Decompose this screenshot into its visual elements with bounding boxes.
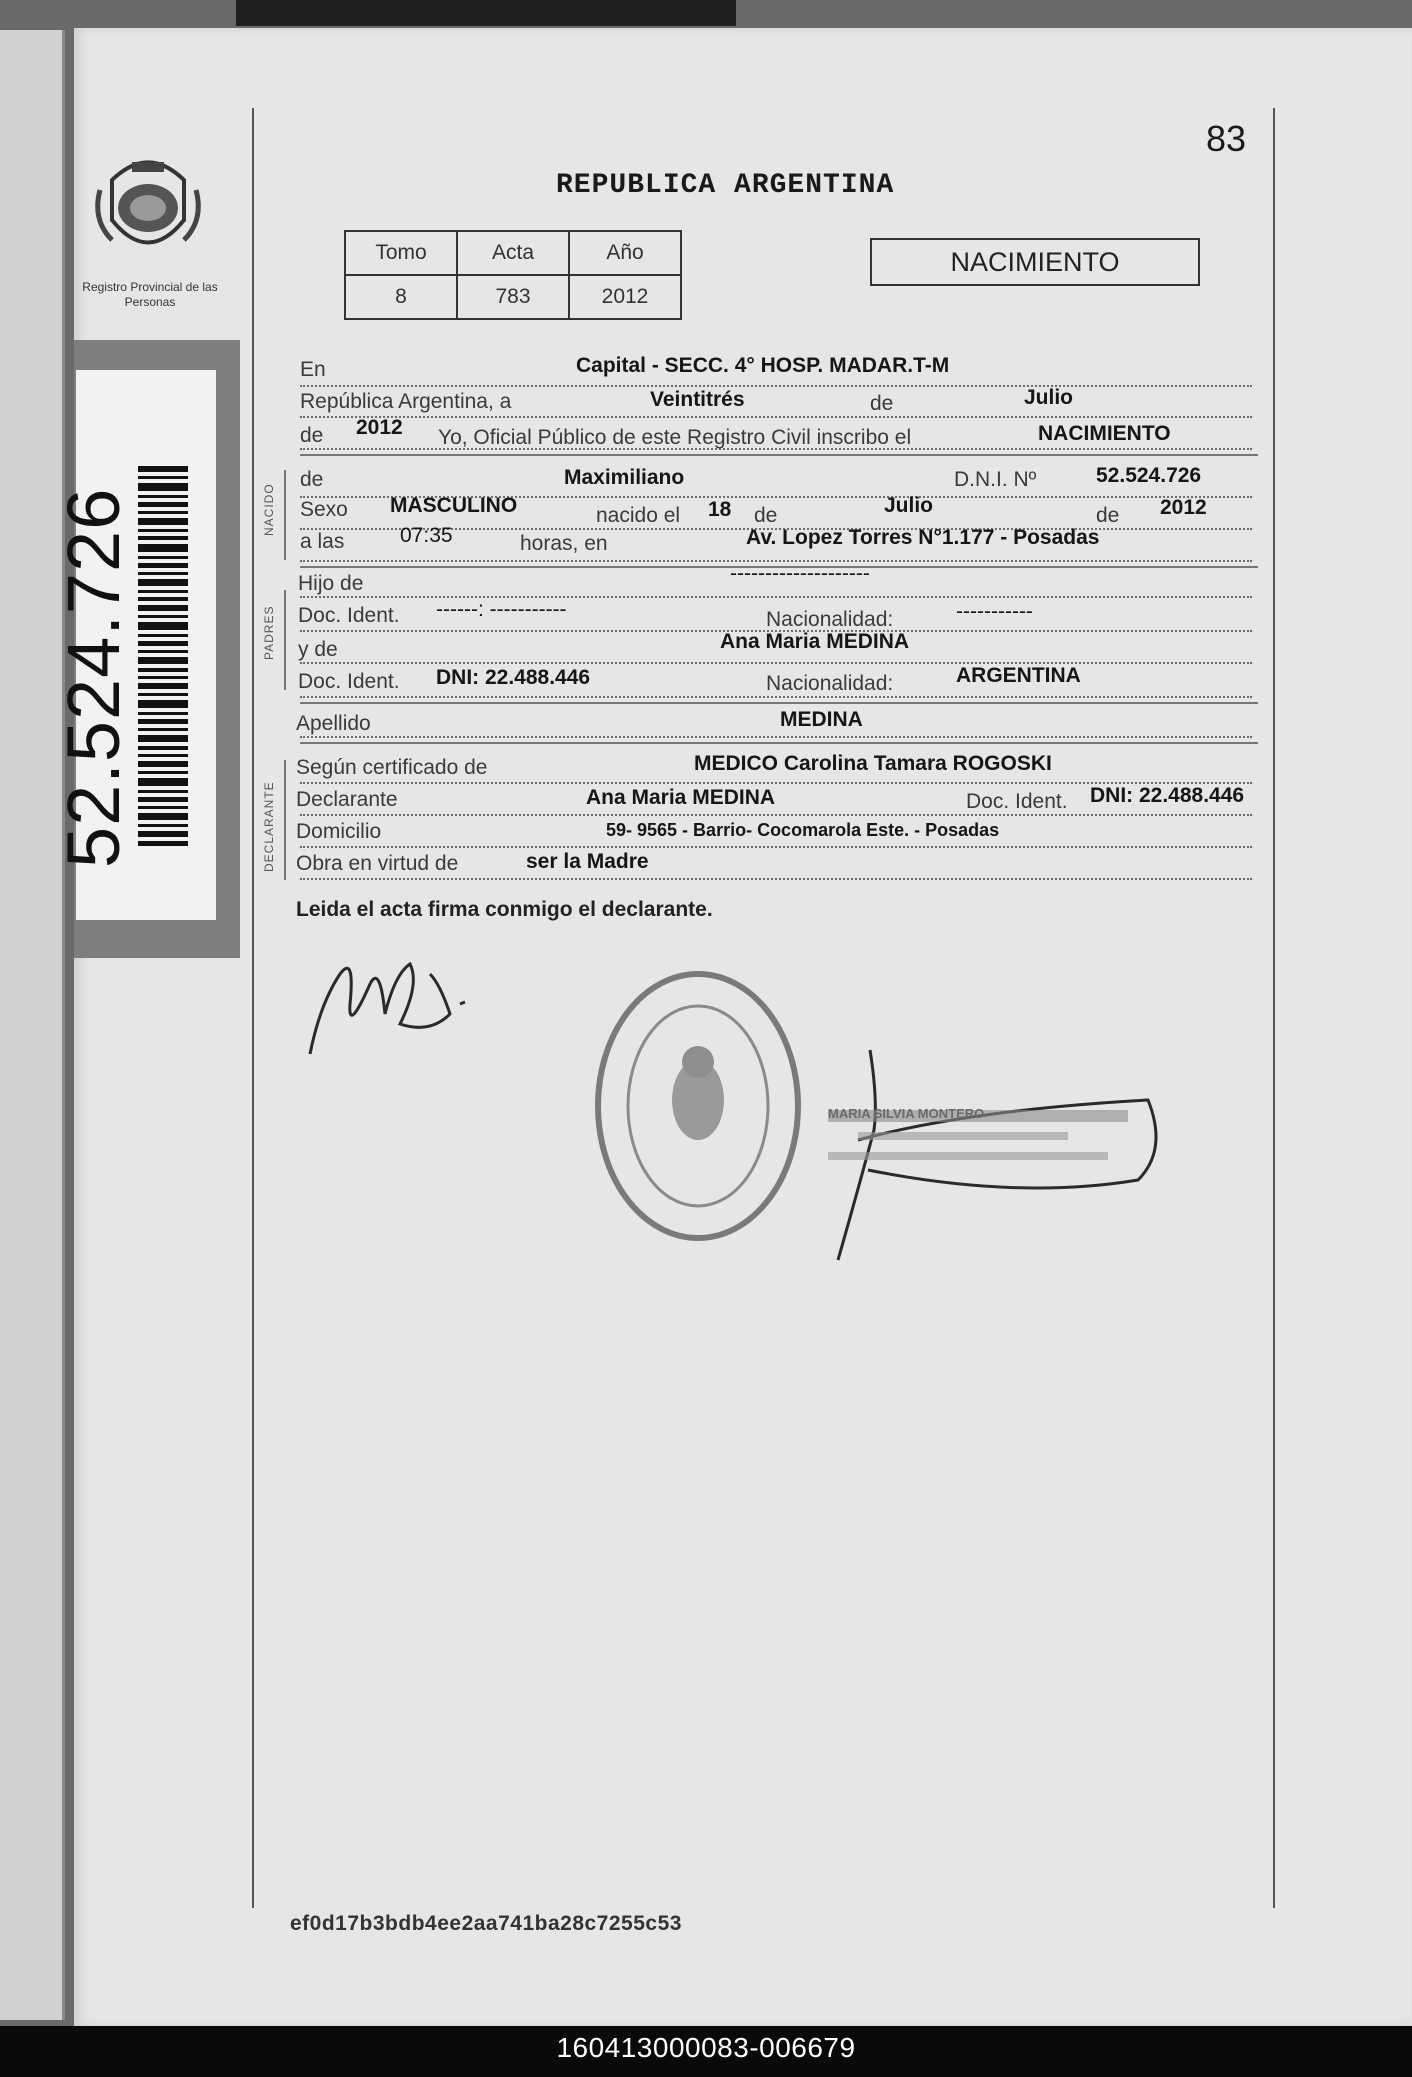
value-mother-nationality: ARGENTINA — [956, 664, 1081, 687]
value-sex: MASCULINO — [390, 494, 518, 517]
document-hash: ef0d17b3bdb4ee2aa741ba28c7255c53 — [290, 1912, 682, 1935]
label-doc-ident-father: Doc. Ident. — [298, 604, 400, 627]
label-nacionalidad-mother: Nacionalidad: — [766, 672, 894, 695]
label-declarante: Declarante — [296, 788, 398, 811]
value-child-name: Maximiliano — [564, 466, 685, 489]
value-declarante-doc: DNI: 22.488.446 — [1090, 784, 1245, 807]
value-child-dni: 52.524.726 — [1096, 464, 1202, 487]
page-margin-rule-left — [252, 108, 254, 1908]
value-certificate: MEDICO Carolina Tamara ROGOSKI — [694, 752, 1052, 775]
label-domicilio: Domicilio — [296, 820, 382, 843]
divider-1 — [300, 454, 1258, 456]
section-rule-declarante — [284, 760, 286, 880]
label-de-year-birth: de — [1096, 504, 1120, 527]
declarant-signature-icon — [300, 944, 490, 1064]
value-obra: ser la Madre — [526, 850, 649, 873]
ref-header-tomo: Tomo — [345, 231, 457, 275]
ref-header-acta: Acta — [457, 231, 569, 275]
value-birth-day: 18 — [708, 498, 732, 521]
value-father: -------------------- — [730, 562, 870, 585]
closing-statement: Leida el acta firma conmigo el declarante. — [296, 898, 713, 921]
document-title: REPUBLICA ARGENTINA — [556, 170, 895, 201]
label-doc-ident-declarante: Doc. Ident. — [966, 790, 1068, 813]
value-mother: Ana Maria MEDINA — [720, 630, 910, 653]
value-declarante: Ana Maria MEDINA — [586, 786, 776, 809]
divider-3 — [300, 702, 1258, 704]
registry-crest-icon — [92, 150, 204, 270]
value-birth-year: 2012 — [1160, 496, 1207, 519]
scanner-edge-top — [236, 0, 736, 26]
label-nacionalidad-father: Nacionalidad: — [766, 608, 894, 631]
ref-value-anio: 2012 — [569, 275, 681, 319]
registry-logo-text: Registro Provincial de las Personas — [82, 280, 218, 309]
label-apellido: Apellido — [296, 712, 371, 735]
value-place-of-record: Capital - SECC. 4° HOSP. MADAR.T-M — [576, 354, 950, 377]
ref-table — [344, 230, 682, 320]
section-rule-padres — [284, 590, 286, 690]
value-mother-doc: DNI: 22.488.446 — [436, 666, 591, 689]
page-margin-rule-right — [1273, 108, 1275, 1908]
page-number: 83 — [1206, 118, 1247, 159]
label-dni: D.N.I. Nº — [954, 468, 1037, 491]
section-label-declarante: DECLARANTE — [262, 781, 276, 872]
label-oficial-publico: Yo, Oficial Público de este Registro Civil inscribo el — [438, 426, 912, 449]
label-a-las: a las — [300, 530, 345, 553]
label-hijo-de: Hijo de — [298, 572, 364, 595]
label-de-month: de — [754, 504, 778, 527]
label-en: En — [300, 358, 326, 381]
label-segun-certificado: Según certificado de — [296, 756, 488, 779]
value-birth-place: Av. Lopez Torres N°1.177 - Posadas — [746, 526, 1100, 549]
ref-header-anio: Año — [569, 231, 681, 275]
label-sexo: Sexo — [300, 498, 348, 521]
value-birth-time: 07:35 — [400, 524, 453, 547]
value-birth-month: Julio — [884, 494, 934, 517]
label-de-name: de — [300, 468, 324, 491]
ref-value-acta: 783 — [457, 275, 569, 319]
label-de-year: de — [300, 424, 324, 447]
barcode-number: 52.524.726 — [52, 487, 135, 868]
field-line-apellido — [300, 706, 1252, 738]
label-doc-ident-mother: Doc. Ident. — [298, 670, 400, 693]
value-record-day: Veintitrés — [650, 388, 745, 411]
divider-4 — [300, 742, 1258, 744]
underlying-page-edge — [0, 30, 65, 2020]
stamp-text: MARIA SILVIA MONTERO — [828, 1106, 985, 1121]
scan-footer-code: 160413000083-006679 — [556, 2032, 856, 2063]
document-type-box: NACIMIENTO — [870, 238, 1200, 286]
value-record-month: Julio — [1024, 386, 1074, 409]
label-y-de: y de — [298, 638, 338, 661]
official-signature-icon — [818, 1040, 1168, 1270]
value-inscribe: NACIMIENTO — [1038, 422, 1171, 445]
value-father-doc: ------: ----------- — [436, 598, 567, 621]
value-record-year: 2012 — [356, 416, 403, 439]
value-apellido: MEDINA — [780, 708, 863, 731]
value-domicilio: 59- 9565 - Barrio- Cocomarola Este. - Posadas — [606, 820, 1000, 840]
label-republica: República Argentina, a — [300, 390, 512, 413]
section-label-padres: PADRES — [262, 605, 276, 660]
label-de: de — [870, 392, 894, 415]
section-label-nacido: NACIDO — [262, 483, 276, 536]
label-nacido-el: nacido el — [596, 504, 681, 527]
value-father-nationality: ----------- — [956, 600, 1033, 623]
section-rule-nacido — [284, 470, 286, 560]
label-obra-en-virtud: Obra en virtud de — [296, 852, 459, 875]
label-horas-en: horas, en — [520, 532, 608, 555]
barcode-icon — [138, 466, 188, 846]
official-seal-icon — [590, 960, 810, 1250]
ref-value-tomo: 8 — [345, 275, 457, 319]
